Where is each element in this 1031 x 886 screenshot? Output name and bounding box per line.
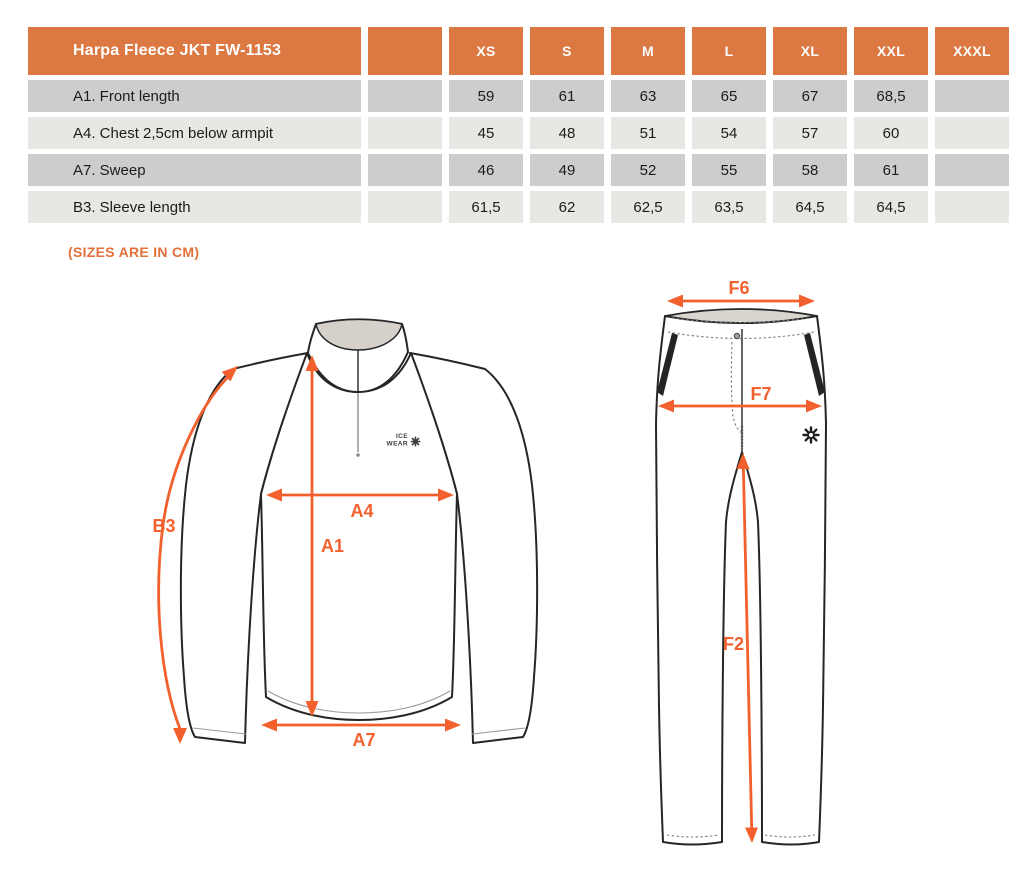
header-row — [28, 27, 1009, 75]
size-value-cell: 58 — [773, 154, 847, 186]
jacket-logo-snowflake-icon — [411, 437, 419, 445]
size-value-cell: 55 — [692, 154, 766, 186]
size-column-header-l: L — [692, 27, 766, 75]
size-value-cell: 61 — [854, 154, 928, 186]
size-value-cell: 54 — [692, 117, 766, 149]
waist-button — [734, 333, 739, 338]
units-note: (SIZES ARE IN CM) — [68, 244, 200, 260]
jacket-diagram — [135, 295, 555, 795]
size-value-cell: 48 — [530, 117, 604, 149]
size-column-header-xxl: XXL — [854, 27, 928, 75]
size-column-header-xxxl: XXXL — [935, 27, 1009, 75]
size-column-header-m: M — [611, 27, 685, 75]
measurement-label: A1. Front length — [28, 80, 361, 112]
table-row-sweep — [28, 154, 1009, 186]
measure-label-a4: A4 — [350, 501, 374, 521]
size-value-cell: 49 — [530, 154, 604, 186]
size-value-cell: 67 — [773, 80, 847, 112]
size-value-cell — [935, 191, 1009, 223]
row-spacer-cell — [368, 191, 442, 223]
size-chart-body — [28, 80, 1009, 223]
measure-arrow-a7 — [261, 719, 461, 751]
size-value-cell: 61 — [530, 80, 604, 112]
size-column-header-xs: XS — [449, 27, 523, 75]
size-value-cell: 62,5 — [611, 191, 685, 223]
size-chart-header — [28, 27, 1009, 75]
size-column-header-s: S — [530, 27, 604, 75]
jacket-logo-text-line2: WEAR — [386, 440, 408, 448]
measure-label-a7: A7 — [352, 730, 376, 750]
size-column-header-xl: XL — [773, 27, 847, 75]
size-value-cell: 51 — [611, 117, 685, 149]
measurement-label: A7. Sweep — [28, 154, 361, 186]
size-value-cell: 46 — [449, 154, 523, 186]
measure-label-a1: A1 — [321, 536, 345, 556]
measure-label-f6: F6 — [728, 278, 750, 298]
size-value-cell: 63 — [611, 80, 685, 112]
measure-label-b3: B3 — [152, 516, 176, 536]
measurement-label: A4. Chest 2,5cm below armpit — [28, 117, 361, 149]
pants-body — [656, 316, 826, 845]
size-value-cell: 52 — [611, 154, 685, 186]
size-value-cell — [935, 117, 1009, 149]
row-spacer-cell — [368, 117, 442, 149]
size-value-cell: 64,5 — [854, 191, 928, 223]
size-value-cell: 61,5 — [449, 191, 523, 223]
row-spacer-cell — [368, 80, 442, 112]
size-value-cell: 59 — [449, 80, 523, 112]
jacket-zipper-pull — [356, 453, 360, 457]
size-value-cell — [935, 154, 1009, 186]
size-value-cell: 45 — [449, 117, 523, 149]
size-value-cell: 60 — [854, 117, 928, 149]
table-row-front-length — [28, 80, 1009, 112]
table-row-sleeve-length — [28, 191, 1009, 223]
pants-diagram — [642, 276, 842, 856]
jacket-body — [261, 353, 457, 720]
size-value-cell: 63,5 — [692, 191, 766, 223]
measure-label-f2: F2 — [722, 634, 744, 654]
pants-logo-snowflake-icon — [804, 428, 819, 443]
measure-arrow-f6 — [667, 278, 815, 308]
size-value-cell: 64,5 — [773, 191, 847, 223]
measurement-label: B3. Sleeve length — [28, 191, 361, 223]
size-value-cell: 68,5 — [854, 80, 928, 112]
size-value-cell: 65 — [692, 80, 766, 112]
row-spacer-cell — [368, 154, 442, 186]
size-value-cell: 57 — [773, 117, 847, 149]
measure-label-f7: F7 — [750, 384, 772, 404]
size-value-cell — [935, 80, 1009, 112]
size-chart-table — [21, 22, 1016, 228]
header-spacer-cell — [368, 27, 442, 75]
measure-arrow-f2 — [723, 453, 758, 843]
size-value-cell: 62 — [530, 191, 604, 223]
jacket-logo-text-line1: ICE — [395, 433, 408, 440]
product-title: Harpa Fleece JKT FW-1153 — [28, 27, 361, 75]
table-row-chest — [28, 117, 1009, 149]
